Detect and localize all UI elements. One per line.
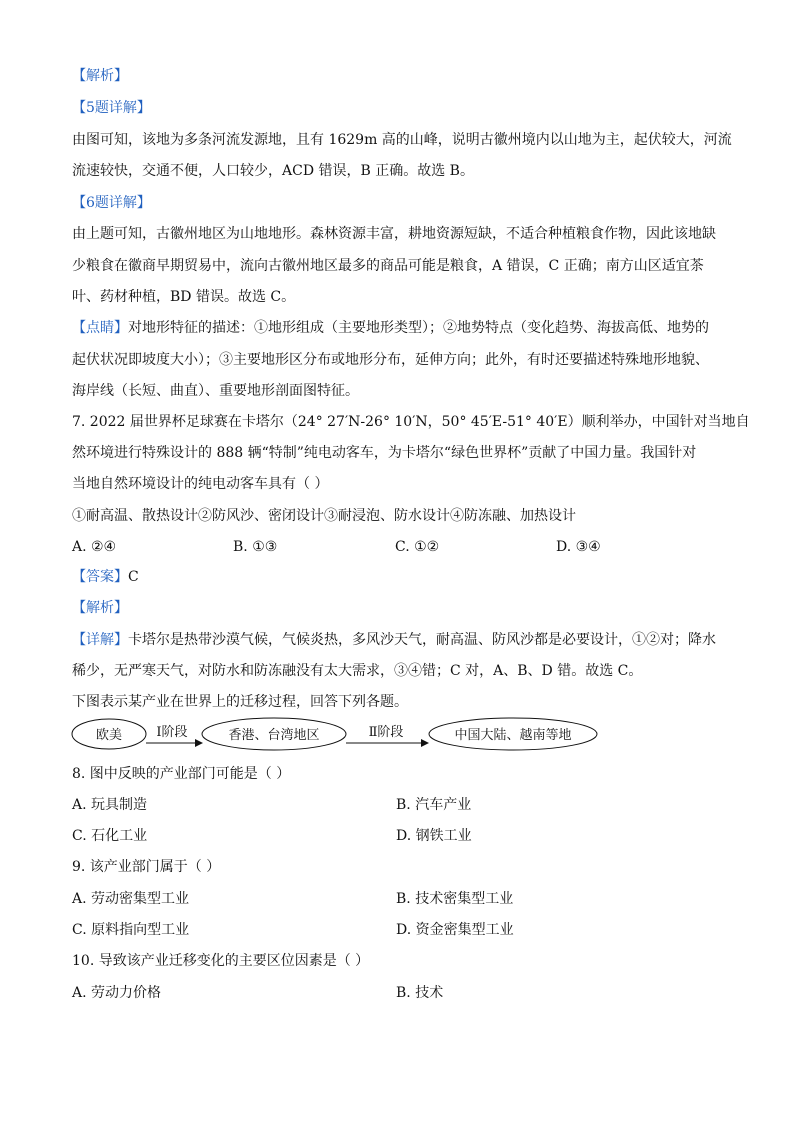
q6-detail-line-3: 叶、药材种植，BD 错误。故选 C。 (72, 289, 296, 305)
q5-detail-heading: 【5题详解】 (72, 100, 151, 116)
tips-line-2: 起伏状况即坡度大小）；③主要地形区分布或地形分布，延伸方向；此外，有时还要描述特殊地形地貌、 (72, 352, 709, 368)
q5-detail-line-2: 流速较快，交通不便，人口较少，ACD 错误，B 正确。故选 B。 (72, 163, 474, 179)
q10-stem: 10. 导致该产业迁移变化的主要区位因素是（ ） (72, 953, 370, 969)
q7-option-d: D. ③④ (556, 539, 601, 555)
q8-option-b: B. 汽车产业 (396, 797, 472, 813)
q9-stem: 9. 该产业部门属于（ ） (72, 859, 221, 875)
q8-option-c: C. 石化工业 (72, 828, 148, 844)
q9-option-a: A. 劳动密集型工业 (72, 891, 190, 907)
q6-detail-heading: 【6题详解】 (72, 195, 151, 211)
arrow-stage-2-label: Ⅱ阶段 (368, 725, 404, 740)
q9-option-d: D. 资金密集型工业 (396, 922, 514, 938)
q10-option-b: B. 技术 (396, 985, 444, 1001)
answer-value: C (128, 569, 139, 585)
node-mainland-vietnam-label: 中国大陆、越南等地 (454, 728, 572, 743)
node-europe-america-label: 欧美 (95, 728, 123, 743)
q7-detail-line-2: 稀少，无严寒天气，对防水和防冻融没有太大需求，③④错；C 对，A、B、D 错。故选 C。 (72, 663, 643, 679)
tips-line-3: 海岸线（长短、曲直）、重要地形剖面图特征。 (72, 383, 359, 399)
q9-option-c: C. 原料指向型工业 (72, 922, 190, 938)
node-hk-taiwan-label: 香港、台湾地区 (228, 728, 320, 743)
q10-option-a: A. 劳动力价格 (72, 985, 162, 1001)
q8-option-a: A. 玩具制造 (72, 797, 148, 813)
arrow-stage-1-label: Ⅰ阶段 (156, 725, 188, 740)
analysis-heading: 【解析】 (72, 68, 128, 84)
q6-detail-line-1: 由上题可知，古徽州地区为山地地形。森林资源丰富，耕地资源短缺，不适合种植粮食作物，因此该地缺 (72, 226, 716, 242)
q7-detail-text-1: 卡塔尔是热带沙漠气候，气候炎热，多风沙天气，耐高温、防风沙都是必要设计，①②对；降水 (128, 632, 716, 648)
q7-stem-line-1: 7. 2022 届世界杯足球赛在卡塔尔（24° 27′N-26° 10′N，50° 45′E-51° 40′E）顺利举办，中国针对当地自 (72, 414, 750, 430)
q7-option-c: C. ①② (395, 539, 440, 555)
diagram-intro: 下图表示某产业在世界上的迁移过程，回答下列各题。 (72, 694, 408, 710)
detail-tag: 【详解】 (72, 632, 128, 648)
answer-tag: 【答案】 (72, 569, 128, 585)
q7-option-a: A. ②④ (72, 539, 117, 555)
q7-statements: ①耐高温、散热设计②防风沙、密闭设计③耐浸泡、防水设计④防冻融、加热设计 (72, 508, 576, 524)
q7-analysis-heading: 【解析】 (72, 600, 128, 616)
q7-option-b: B. ①③ (233, 539, 278, 555)
q7-stem-line-2: 然环境进行特殊设计的 888 辆“特制”纯电动客车，为卡塔尔“绿色世界杯”贡献了中国力量。我国针对 (72, 445, 697, 461)
q8-stem: 8. 图中反映的产业部门可能是（ ） (72, 766, 291, 782)
q8-option-d: D. 钢铁工业 (396, 828, 472, 844)
q5-detail-line-1: 由图可知，该地为多条河流发源地，且有 1629m 高的山峰，说明古徽州境内以山地为主，起伏较大，河流 (72, 132, 732, 148)
tips-text-1: 对地形特征的描述：①地形组成（主要地形类型）；②地势特点（变化趋势、海拔高低、地势的 (128, 320, 709, 336)
q7-stem-line-3: 当地自然环境设计的纯电动客车具有（ ） (72, 476, 329, 492)
q6-detail-line-2: 少粮食在徽商早期贸易中，流向古徽州地区最多的商品可能是粮食，A 错误，C 正确；南方山区适宜茶 (72, 258, 704, 274)
tips-tag: 【点睛】 (72, 320, 128, 336)
q9-option-b: B. 技术密集型工业 (396, 891, 514, 907)
